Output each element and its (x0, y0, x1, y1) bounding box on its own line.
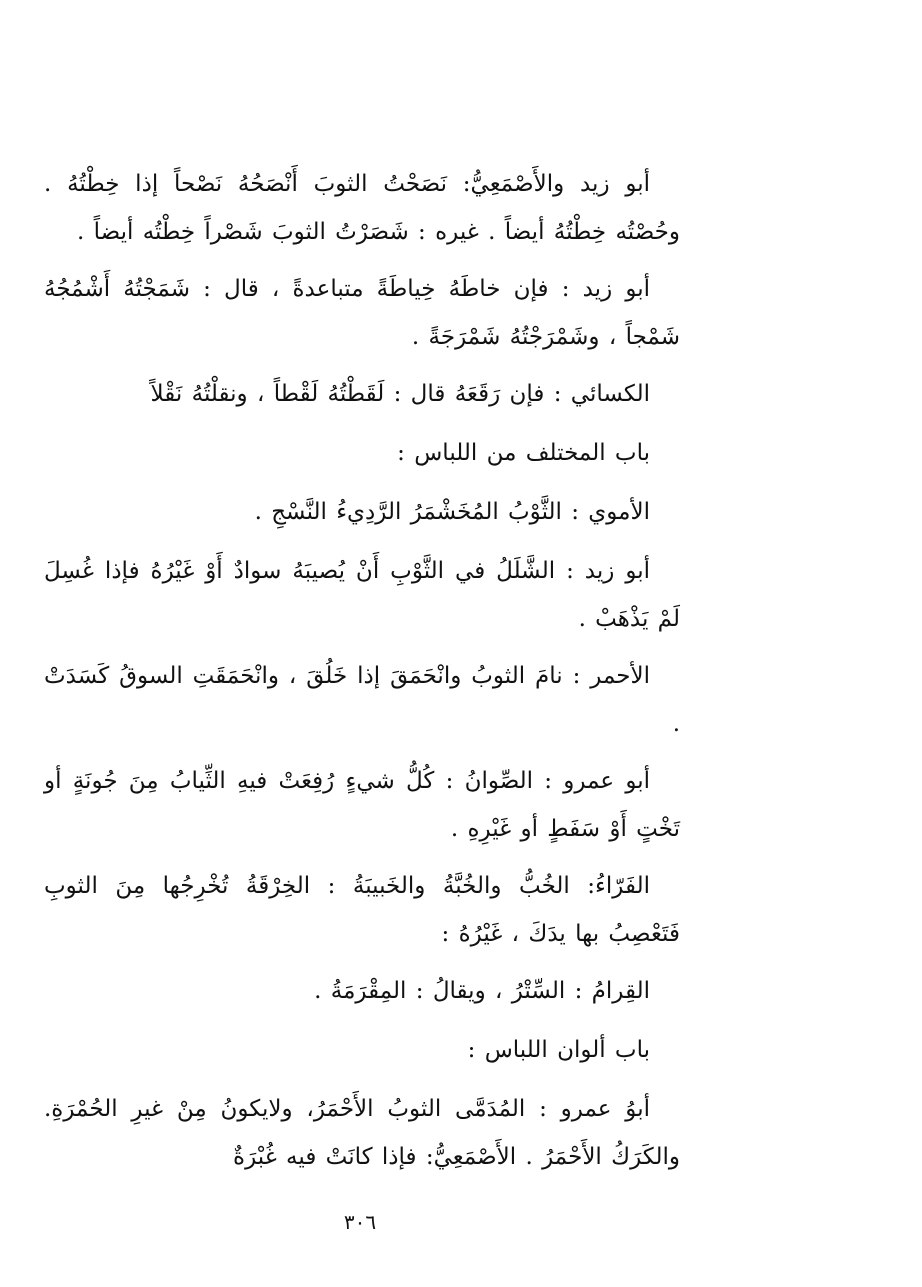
paragraph-2: أبو زيد : فإن خاطَهُ خِياطَةً متباعدةً ، قال : شَمَجْتُهُ أَشْمُجُهُ شَمْجاً ، وشَمْرَجْتُهُ شَمْرَجَةً . (44, 276, 680, 350)
section-heading-clothing-colors: باب ألوان اللباس : (467, 1037, 650, 1063)
page-body (44, 160, 680, 1190)
paragraph-9: الفَرّاءُ: الخُبُّ والخُبَّةُ والخَبيبَةُ : الخِرْقَةُ تُخْرِجُها مِنَ الثوبِ فَتَعْصِبُ بها يدَكَ ، غَيْرُهُ : (44, 873, 680, 947)
paragraph-5: الأموي : الثَّوْبُ المُخَشْمَرُ الرَّدِيءُ النَّسْجِ . (254, 499, 650, 525)
paragraph-3: الكسائي : فإن رَقَعَهُ قال : لَقَطْتُهُ لَقْطاً ، ونقلْتُهُ نَقْلاً (150, 381, 650, 407)
section-heading-clothing-varieties: باب المختلف من اللباس : (397, 440, 650, 466)
paragraph-7: الأحمر : نامَ الثوبُ وانْحَمَقَ إذا خَلُقَ ، وانْحَمَقَتِ السوقُ كَسَدَتْ . (44, 663, 680, 737)
paragraph-12: أبوُ عمرو : المُدَمَّى الثوبُ الأَحْمَرُ، ولايكونُ مِنْ غيرِ الحُمْرَةِ. والكَرَكُ الأَحْمَرُ . الأَصْمَعِيُّ: فإذا كانَتْ فيه غُبْرَةٌ (44, 1096, 680, 1170)
page-number: ٣٠٦ (343, 1210, 377, 1234)
paragraph-10: القِرامُ : السِّتْرُ ، ويقالُ : المِقْرَمَةُ . (314, 978, 650, 1004)
paragraph-6: أبو زيد : الشَّلَلُ في الثَّوْبِ أَنْ يُصيبَهُ سوادٌ أَوْ غَيْرُهُ فإذا غُسِلَ لَمْ يَذْهَبْ . (44, 558, 680, 632)
paragraph-8: أبو عمرو : الصِّوانُ : كُلُّ شيءٍ رُفِعَتْ فيهِ الثِّيابُ مِنَ جُونَةٍ أو تَخْتٍ أَوْ سَفَطٍ أو غَيْرِهِ . (44, 768, 680, 842)
paragraph-1: أبو زيد والأَصْمَعِيُّ: نَصَحْتُ الثوبَ أَنْصَحُهُ نَصْحاً إذا خِطْتُهُ . وحُصْتُه خِطْتُهُ أيضاً . غيره : شَصَرْتُ الثوبَ شَصْراً خِطْتُه أيضاً . (44, 171, 680, 245)
